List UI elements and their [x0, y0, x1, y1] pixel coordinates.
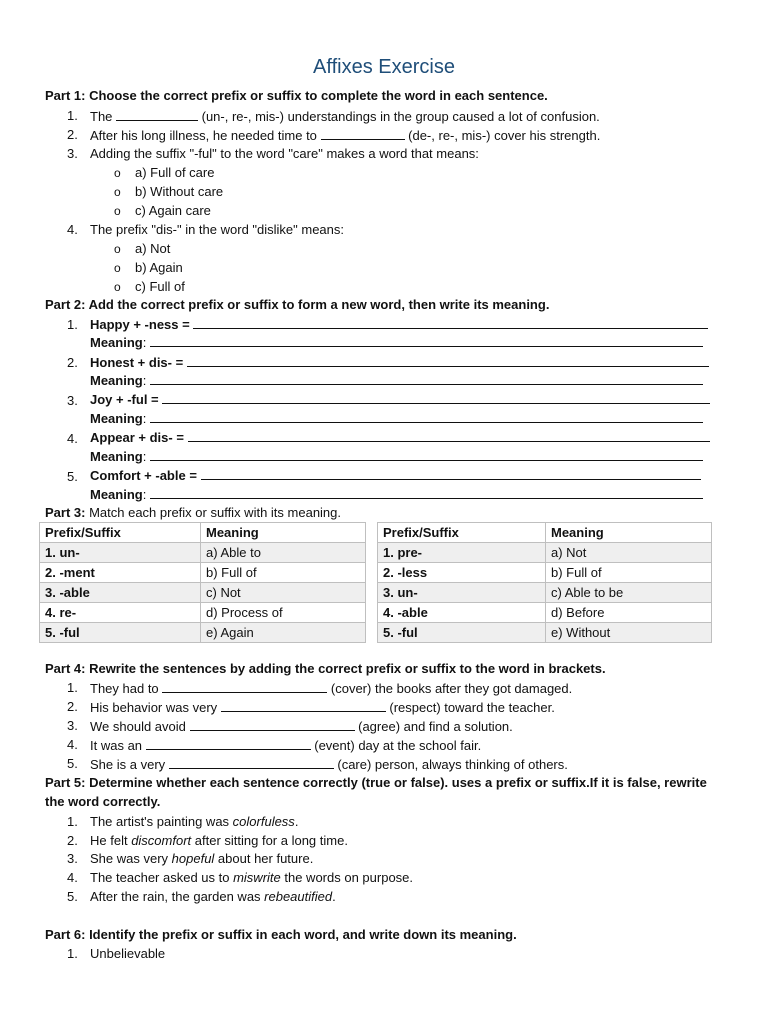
- part5-s1: The artist's painting was colorfuless.: [90, 814, 299, 829]
- table-header: Meaning: [546, 523, 712, 543]
- list-number: 4.: [67, 222, 78, 237]
- option: b) Without care: [135, 184, 224, 199]
- meaning-line: Meaning:: [90, 372, 703, 388]
- part1-heading: Part 1: Choose the correct prefix or suffix to complete the word in each sentence.: [45, 88, 548, 103]
- part3-heading: Part 3: Match each prefix or suffix with its meaning.: [45, 505, 342, 520]
- part4-s2: His behavior was very (respect) toward the teacher.: [90, 700, 555, 715]
- list-number: 1.: [67, 946, 78, 961]
- bullet: o: [114, 242, 121, 256]
- part5-s3: She was very hopeful about her future.: [90, 851, 314, 866]
- list-number: 5.: [67, 889, 78, 904]
- table-cell: a) Able to: [201, 543, 366, 563]
- list-number: 3.: [67, 393, 78, 408]
- list-number: 5.: [67, 469, 78, 484]
- table-cell: 3. un-: [378, 583, 546, 603]
- meaning-line: Meaning:: [90, 334, 703, 350]
- part1-q1: The (un-, re-, mis-) understandings in the group caused a lot of confusion.: [90, 109, 600, 124]
- part6-heading: Part 6: Identify the prefix or suffix in each word, and write down its meaning.: [45, 927, 517, 942]
- list-number: 3.: [67, 146, 78, 161]
- part5-heading: Part 5: Determine whether each sentence correctly (true or false). uses a prefix or suffix.If it is false, rewrite: [45, 775, 707, 790]
- part4-s5: She is a very (care) person, always thinking of others.: [90, 757, 568, 772]
- table-header: Prefix/Suffix: [40, 523, 201, 543]
- part2-item: Comfort + -able =: [90, 467, 701, 483]
- part2-item: Honest + dis- =: [90, 354, 709, 370]
- option: b) Again: [135, 260, 183, 275]
- option: a) Full of care: [135, 165, 215, 180]
- list-number: 4.: [67, 431, 78, 446]
- part6-w1: Unbelievable: [90, 946, 166, 961]
- part2-item: Appear + dis- =: [90, 429, 710, 445]
- list-number: 2.: [67, 355, 78, 370]
- part4-s3: We should avoid (agree) and find a solution.: [90, 719, 513, 734]
- option: a) Not: [135, 241, 171, 256]
- list-number: 1.: [67, 814, 78, 829]
- list-number: 1.: [67, 317, 78, 332]
- table-cell: c) Able to be: [546, 583, 712, 603]
- list-number: 2.: [67, 127, 78, 142]
- table-cell: 5. -ful: [378, 623, 546, 643]
- table-cell: b) Full of: [546, 563, 712, 583]
- list-number: 1.: [67, 108, 78, 123]
- table-cell: d) Process of: [201, 603, 366, 623]
- table-cell: 4. -able: [378, 603, 546, 623]
- page-title: Affixes Exercise: [313, 56, 455, 78]
- part4-s1: They had to (cover) the books after they got damaged.: [90, 681, 573, 696]
- list-number: 5.: [67, 756, 78, 771]
- table-cell: c) Not: [201, 583, 366, 603]
- table-cell: d) Before: [546, 603, 712, 623]
- list-number: 4.: [67, 737, 78, 752]
- part4-s4: It was an (event) day at the school fair.: [90, 738, 482, 753]
- option: c) Full of: [135, 279, 185, 294]
- bullet: o: [114, 185, 121, 199]
- table-cell: e) Again: [201, 623, 366, 643]
- match-table-left: [39, 522, 366, 643]
- table-cell: b) Full of: [201, 563, 366, 583]
- list-number: 2.: [67, 833, 78, 848]
- meaning-line: Meaning:: [90, 410, 703, 426]
- part2-heading: Part 2: Add the correct prefix or suffix to form a new word, then write its meaning.: [45, 297, 550, 312]
- part1-q4: The prefix "dis-" in the word "dislike" means:: [90, 222, 345, 237]
- part5-heading-cont: the word correctly.: [45, 794, 161, 809]
- bullet: o: [114, 280, 121, 294]
- bullet: o: [114, 204, 121, 218]
- match-table-right: [377, 522, 712, 643]
- table-cell: 2. -ment: [40, 563, 201, 583]
- table-header: Meaning: [201, 523, 366, 543]
- list-number: 3.: [67, 718, 78, 733]
- meaning-line: Meaning:: [90, 448, 703, 464]
- table-cell: e) Without: [546, 623, 712, 643]
- table-cell: 4. re-: [40, 603, 201, 623]
- list-number: 1.: [67, 680, 78, 695]
- part2-item: Joy + -ful =: [90, 391, 710, 407]
- bullet: o: [114, 166, 121, 180]
- table-cell: a) Not: [546, 543, 712, 563]
- part5-s5: After the rain, the garden was rebeautified.: [90, 889, 336, 904]
- bullet: o: [114, 261, 121, 275]
- table-header: Prefix/Suffix: [378, 523, 546, 543]
- meaning-line: Meaning:: [90, 486, 703, 502]
- part1-q3: Adding the suffix "-ful" to the word "care" makes a word that means:: [90, 146, 479, 161]
- table-cell: 1. pre-: [378, 543, 546, 563]
- table-cell: 3. -able: [40, 583, 201, 603]
- table-cell: 1. un-: [40, 543, 201, 563]
- list-number: 3.: [67, 851, 78, 866]
- part4-heading: Part 4: Rewrite the sentences by adding the correct prefix or suffix to the word in brackets.: [45, 661, 606, 676]
- part5-s2: He felt discomfort after sitting for a long time.: [90, 833, 348, 848]
- part5-s4: The teacher asked us to miswrite the words on purpose.: [90, 870, 414, 885]
- part2-item: Happy + -ness =: [90, 316, 708, 332]
- option: c) Again care: [135, 203, 211, 218]
- list-number: 4.: [67, 870, 78, 885]
- table-cell: 2. -less: [378, 563, 546, 583]
- list-number: 2.: [67, 699, 78, 714]
- part1-q2: After his long illness, he needed time to (de-, re-, mis-) cover his strength.: [90, 128, 601, 143]
- table-cell: 5. -ful: [40, 623, 201, 643]
